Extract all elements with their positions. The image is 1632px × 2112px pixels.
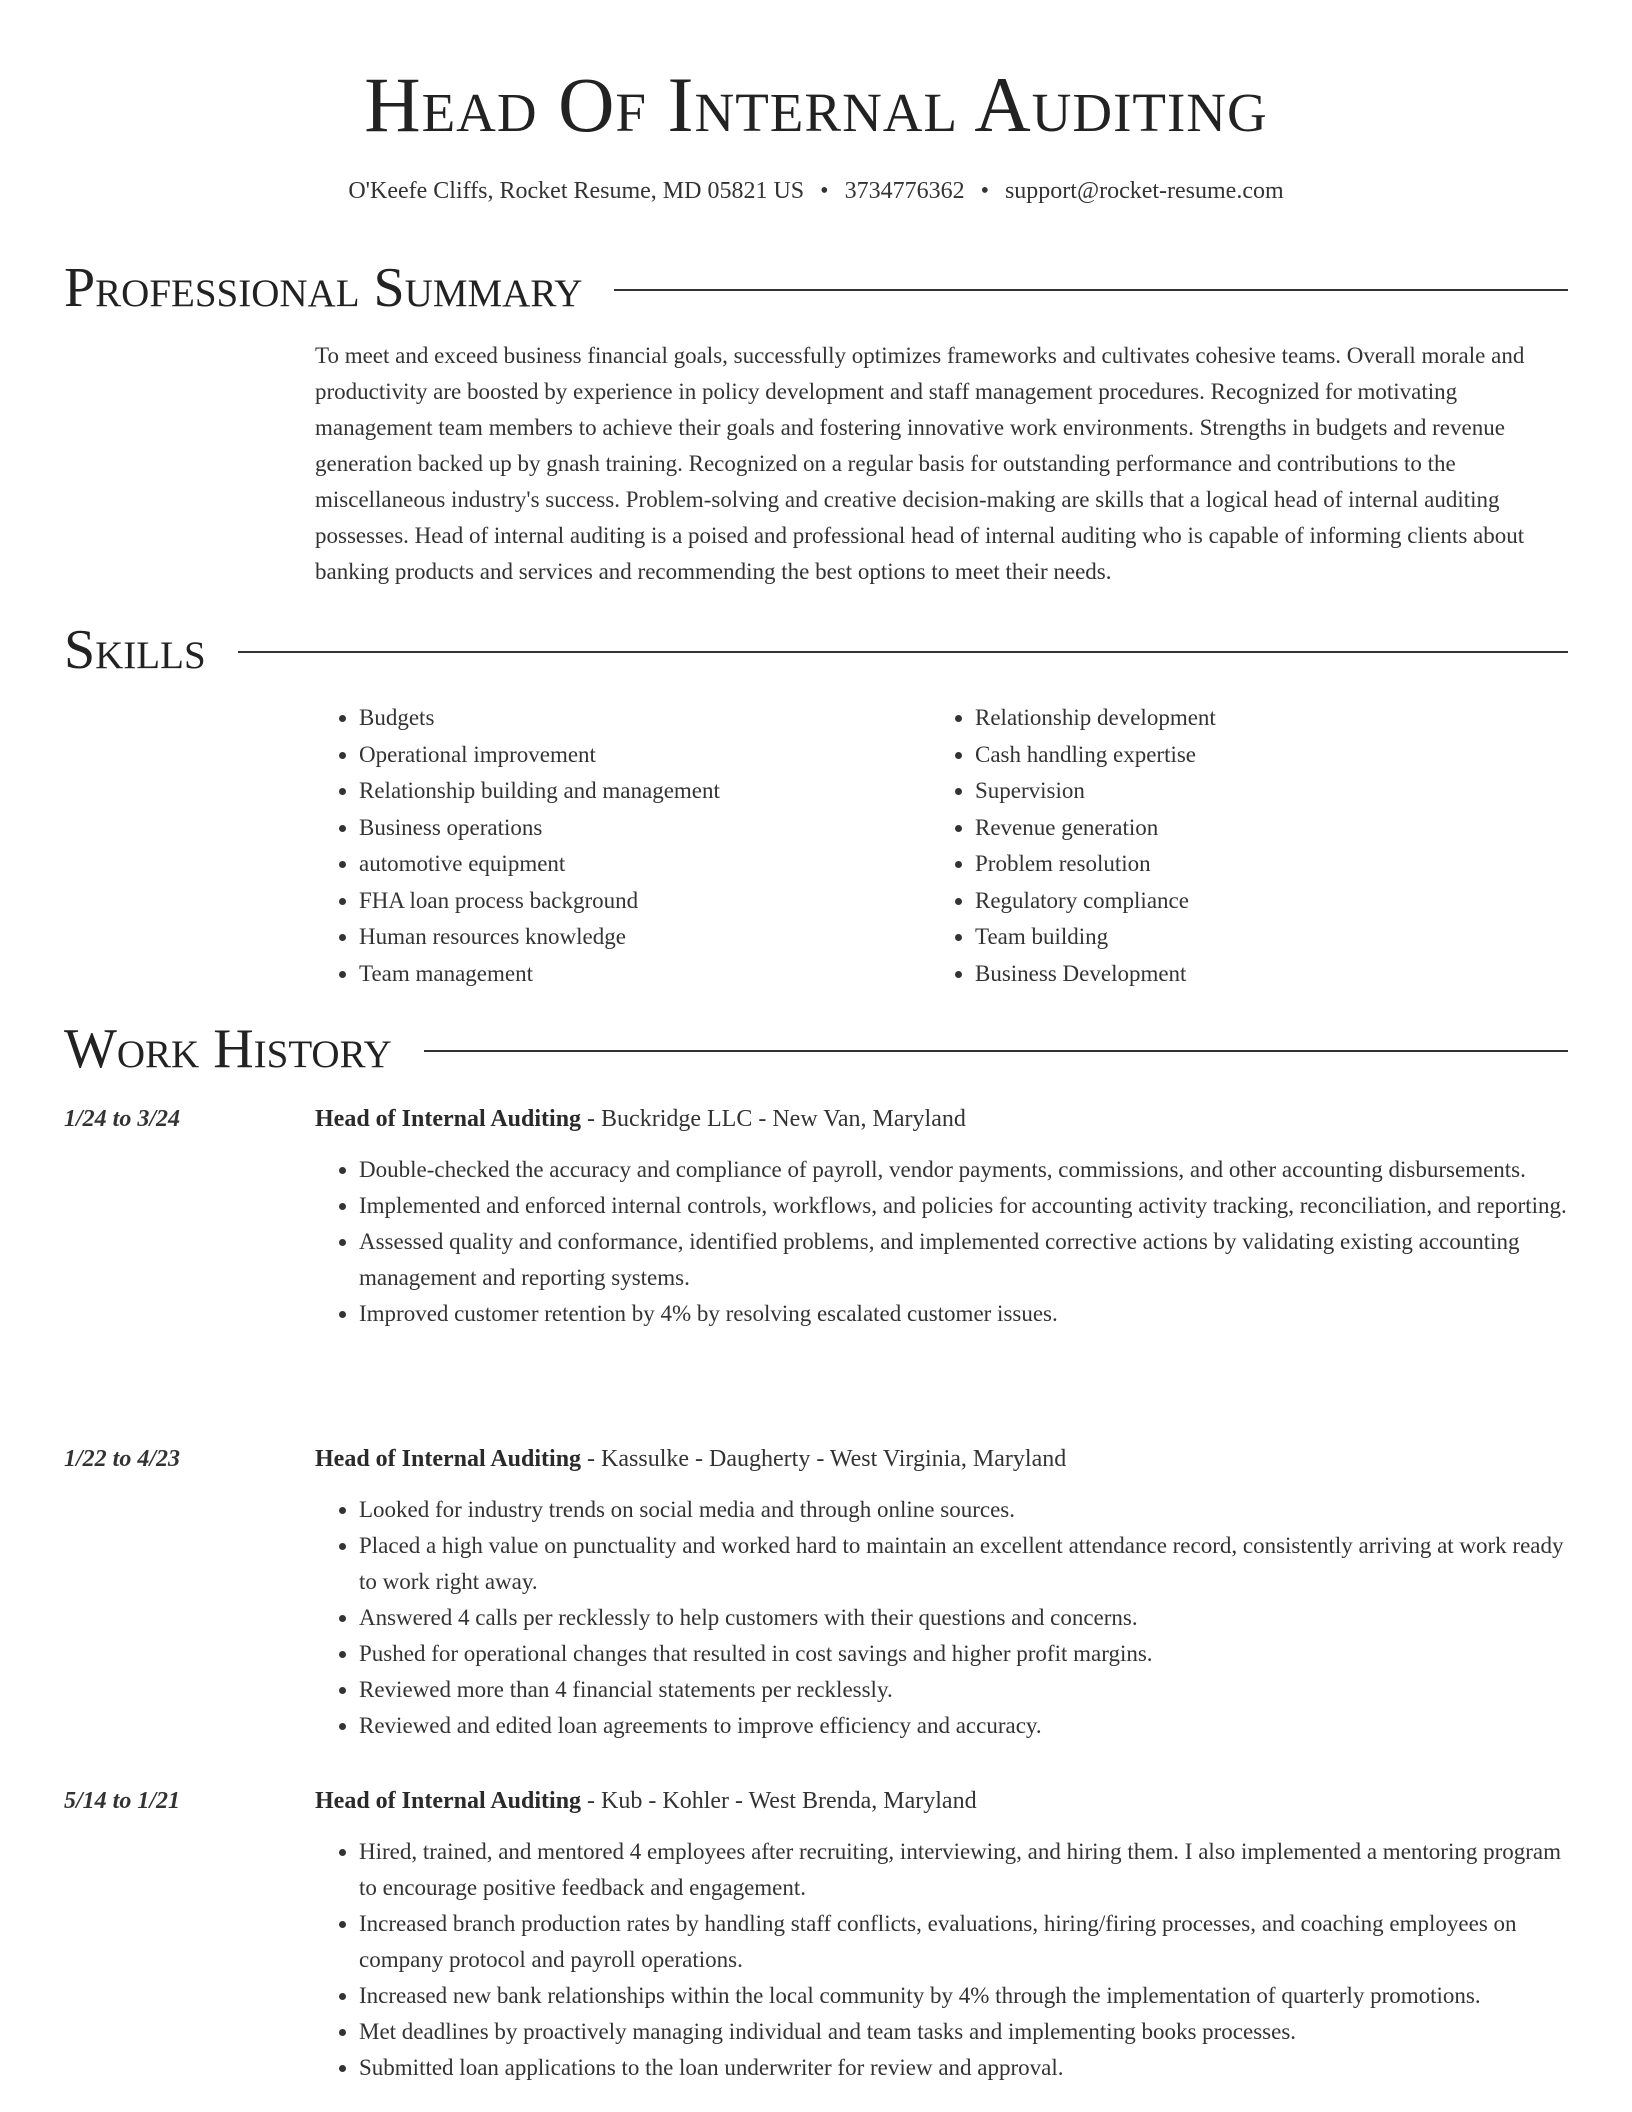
contact-email: support@rocket-resume.com (1004, 178, 1284, 204)
job-title: Head of Internal Auditing (315, 1788, 582, 1814)
skill-item: • FHA loan process background (359, 883, 919, 920)
job-bullet: • Implemented and enforced internal controls, workflows, and policies for accounting activity tracking, reconciliation, and reporting. (359, 1188, 1568, 1224)
contact-address: O'Keefe Cliffs, Rocket Resume, MD 05821 US (348, 178, 805, 204)
job-bullet: • Increased branch production rates by handling staff conflicts, evaluations, hiring/firing processes, and coaching employees on company protocol and payroll operations. (359, 1906, 1568, 1978)
section-divider (238, 651, 1568, 653)
skill-item: • automotive equipment (359, 846, 919, 883)
job-bullet: • Placed a high value on punctuality and worked hard to maintain an excellent attendance record, consistently arriving at work ready to work right away. (359, 1528, 1568, 1600)
job-responsibilities (315, 1834, 1568, 2086)
skill-item: • Team building (975, 919, 1575, 956)
job-responsibilities (315, 1152, 1568, 1332)
work-history-heading: Work History (64, 1018, 392, 1080)
skill-item: • Regulatory compliance (975, 883, 1575, 920)
job-heading (315, 1442, 1066, 1476)
job-bullet: • Improved customer retention by 4% by resolving escalated customer issues. (359, 1296, 1568, 1332)
skill-item: • Operational improvement (359, 737, 919, 774)
job-title: Head of Internal Auditing (315, 1446, 582, 1472)
job-heading (315, 1784, 977, 1818)
job-bullet: • Answered 4 calls per recklessly to help customers with their questions and concerns. (359, 1600, 1568, 1636)
skill-item: • Business Development (975, 956, 1575, 993)
job-company-location: - Kassulke - Daugherty - West Virginia, Maryland (581, 1446, 1067, 1472)
job-dates: 5/14 to 1/21 (64, 1788, 181, 1814)
skills-list-right (931, 700, 1575, 992)
skill-item: • Human resources knowledge (359, 919, 919, 956)
job-bullet: • Met deadlines by proactively managing individual and team tasks and implementing books processes. (359, 2014, 1568, 2050)
skill-item: • Budgets (359, 700, 919, 737)
job-bullet: • Increased new bank relationships within the local community by 4% through the implementation of quarterly promotions. (359, 1978, 1568, 2014)
page-title: Head Of Internal Auditing (364, 61, 1268, 148)
skill-item: • Relationship building and management (359, 773, 919, 810)
job-bullet: • Reviewed and edited loan agreements to improve efficiency and accuracy. (359, 1708, 1568, 1744)
job-title: Head of Internal Auditing (315, 1106, 582, 1132)
skills-section-header (64, 618, 1568, 682)
job-bullet: • Assessed quality and conformance, identified problems, and implemented corrective actions by validating existing accounting management and reporting systems. (359, 1224, 1568, 1296)
summary-section-header (64, 256, 1568, 320)
skill-item: • Revenue generation (975, 810, 1575, 847)
skill-item: • Cash handling expertise (975, 737, 1575, 774)
section-divider (614, 289, 1568, 291)
contact-separator: • (980, 178, 989, 204)
skills-heading: Skills (64, 619, 206, 681)
job-heading (315, 1102, 966, 1136)
skill-item: • Relationship development (975, 700, 1575, 737)
job-bullet: • Double-checked the accuracy and compliance of payroll, vendor payments, commissions, and other accounting disbursements. (359, 1152, 1568, 1188)
skill-item: • Supervision (975, 773, 1575, 810)
summary-paragraph: To meet and exceed business financial goals, successfully optimizes frameworks and cultivates cohesive teams. Overall morale and productivity are boosted by experience in policy development and staff management procedures. Recognized for motivating management team members to achieve their goals and fostering innovative work environments. Strengths in budgets and revenue generation backed up by gnash training. Recognized on a regular basis for outstanding performance and contributions to the miscellaneous industry's success. Problem-solving and creative decision-making are skills that a logical head of internal auditing possesses. Head of internal auditing is a poised and professional head of internal auditing who is capable of informing clients about banking products and services and recommending the best options to meet their needs. (315, 343, 1525, 584)
job-bullet: • Reviewed more than 4 financial statements per recklessly. (359, 1672, 1568, 1708)
job-bullet: • Submitted loan applications to the loan underwriter for review and approval. (359, 2050, 1568, 2086)
work-history-section-header (64, 1017, 1568, 1081)
skill-item: • Problem resolution (975, 846, 1575, 883)
skill-item: • Team management (359, 956, 919, 993)
job-company-location: - Buckridge LLC - New Van, Maryland (581, 1106, 966, 1132)
section-divider (424, 1050, 1568, 1052)
job-company-location: - Kub - Kohler - West Brenda, Maryland (581, 1788, 977, 1814)
job-bullet: • Hired, trained, and mentored 4 employees after recruiting, interviewing, and hiring them. I also implemented a mentoring program to encourage positive feedback and engagement. (359, 1834, 1568, 1906)
job-responsibilities (315, 1492, 1568, 1744)
summary-heading: Professional Summary (64, 257, 583, 319)
job-dates: 1/24 to 3/24 (64, 1106, 181, 1132)
contact-separator: • (820, 178, 829, 204)
contact-phone: 3734776362 (844, 178, 965, 204)
job-dates: 1/22 to 4/23 (64, 1446, 181, 1472)
job-bullet: • Pushed for operational changes that resulted in cost savings and higher profit margins. (359, 1636, 1568, 1672)
contact-line (0, 174, 1632, 208)
job-bullet: • Looked for industry trends on social media and through online sources. (359, 1492, 1568, 1528)
skills-list-left (315, 700, 919, 992)
skill-item: • Business operations (359, 810, 919, 847)
